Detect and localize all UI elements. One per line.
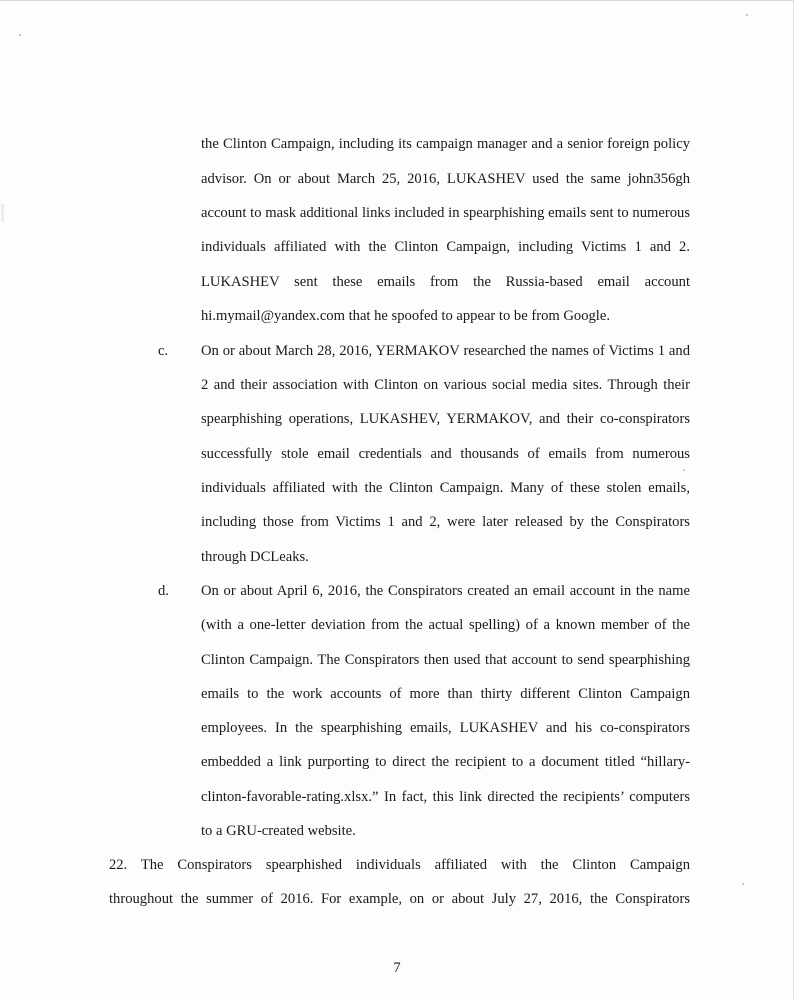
text-line: successfully stole email credentials and thousands of emails from numerous: [201, 446, 690, 462]
text-line: throughout the summer of 2016. For example, on or about July 27, 2016, the Conspirators: [109, 891, 690, 907]
text-line: spearphishing operations, LUKASHEV, YERMAKOV, and their co-conspirators: [201, 411, 690, 427]
text-line: clinton-favorable-rating.xlsx.” In fact, this link directed the recipients’ computers: [201, 789, 690, 805]
scan-speck: [742, 883, 744, 885]
text-line: employees. In the spearphishing emails, LUKASHEV and his co-conspirators: [201, 720, 690, 736]
text-line: LUKASHEV sent these emails from the Russia-based email account: [201, 274, 690, 290]
text-line: individuals affiliated with the Clinton Campaign, including Victims 1 and 2.: [201, 239, 690, 255]
text-line: (with a one-letter deviation from the actual spelling) of a known member of the: [201, 617, 690, 633]
text-line: the Clinton Campaign, including its campaign manager and a senior foreign policy: [201, 136, 690, 152]
scan-speck: [683, 469, 685, 471]
list-marker: d.: [158, 583, 169, 599]
page-number: 7: [393, 960, 401, 976]
text-line: 22. The Conspirators spearphished individuals affiliated with the Clinton Campaign: [109, 857, 690, 873]
text-line: to a GRU-created website.: [201, 823, 356, 839]
scan-speck: [746, 14, 748, 16]
text-line: Clinton Campaign. The Conspirators then used that account to send spearphishing: [201, 652, 690, 668]
scan-speck: [19, 34, 21, 36]
text-line: On or about April 6, 2016, the Conspirators created an email account in the name: [201, 583, 690, 599]
scan-margin-mark: [1, 204, 4, 222]
text-line: On or about March 28, 2016, YERMAKOV researched the names of Victims 1 and: [201, 343, 690, 359]
text-line: advisor. On or about March 25, 2016, LUKASHEV used the same john356gh: [201, 171, 690, 187]
text-line: through DCLeaks.: [201, 549, 309, 565]
text-line: embedded a link purporting to direct the recipient to a document titled “hillary-: [201, 754, 690, 770]
text-line: account to mask additional links included in spearphishing emails sent to numerous: [201, 205, 690, 221]
text-line: including those from Victims 1 and 2, were later released by the Conspirators: [201, 514, 690, 530]
text-line: individuals affiliated with the Clinton Campaign. Many of these stolen emails,: [201, 480, 690, 496]
list-marker: c.: [158, 343, 169, 359]
text-line: emails to the work accounts of more than thirty different Clinton Campaign: [201, 686, 690, 702]
text-line: 2 and their association with Clinton on various social media sites. Through their: [201, 377, 690, 393]
text-line: hi.mymail@yandex.com that he spoofed to appear to be from Google.: [201, 308, 610, 324]
